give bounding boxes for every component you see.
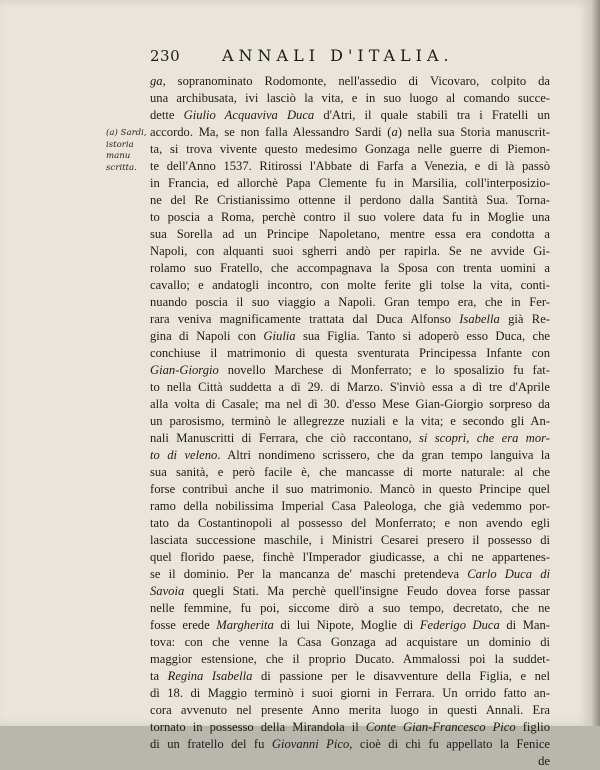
text-segment: sua sanità, e però facile è, che mancasse di morte naturale: al che bbox=[150, 465, 550, 479]
text-line bbox=[150, 328, 550, 345]
text-line bbox=[150, 668, 550, 685]
text-line bbox=[150, 634, 550, 651]
text-line bbox=[150, 243, 550, 260]
text-segment: quel florido paese, finchè l'Imperador giudicasse, a chi ne appartenes- bbox=[150, 550, 550, 564]
text-segment: di Man- bbox=[499, 618, 550, 632]
text-line bbox=[150, 515, 550, 532]
margin-note-line: (a) Sardi, bbox=[106, 128, 147, 138]
text-segment: quegli Stati. Ma perchè quell'insigne Feudo dovea forse passar bbox=[184, 584, 550, 598]
margin-note bbox=[106, 128, 154, 174]
text-segment: ramo della nobilissima Imperial Casa Paleologa, che già vedemmo por- bbox=[150, 499, 550, 513]
text-line bbox=[150, 702, 550, 719]
text-segment: to poscia a Roma, perchè contro il suo volere data fu in Moglie una bbox=[150, 210, 550, 224]
text-segment: nelle femmine, fu poi, siccome dirò a suo tempo, decretato, che ne bbox=[150, 601, 550, 615]
text-segment: ta, si trova vivente questo medesimo Gonzaga nelle guerre di Piemon- bbox=[150, 142, 550, 156]
text-segment: alla volta di Casale; ma nel dì 30. d'esso Mese Gian-Giorgio sorpreso da bbox=[150, 397, 550, 411]
text-segment: Napoli, con alquanti suoi sgherri andò per rapirla. Se ne avvide Gi- bbox=[150, 244, 550, 258]
text-segment: maggior estensione, che il proprio Ducato. Ammalossi poi la suddet- bbox=[150, 652, 550, 666]
text-segment: d'Atri, il quale stabilì tra i Fratelli un bbox=[314, 108, 550, 122]
italic-text: Federigo Duca bbox=[419, 618, 500, 632]
text-line bbox=[150, 600, 550, 617]
text-line bbox=[150, 413, 550, 430]
page-edge-shadow bbox=[592, 0, 600, 726]
text-segment: gina di Napoli con bbox=[150, 329, 264, 343]
text-line bbox=[150, 124, 550, 141]
text-line bbox=[150, 651, 550, 668]
text-segment: sua Figlia. Tanto si adoperò esso Duca, che bbox=[295, 329, 550, 343]
page-header bbox=[150, 47, 550, 67]
text-segment: nali Manuscritti di Ferrara, che ciò raccontano, bbox=[150, 431, 420, 445]
text-segment: ) nella sua Storia manuscrit- bbox=[397, 125, 550, 139]
text-segment: già Re- bbox=[499, 312, 550, 326]
text-line bbox=[150, 192, 550, 209]
text-segment: accordo. Ma, se non falla Alessandro Sardi ( bbox=[150, 125, 392, 139]
text-segment: forse contribuì anche il suo matrimonio. Mancò in questo Principe quel bbox=[150, 482, 550, 496]
margin-note-line: istoria manu bbox=[106, 139, 134, 161]
text-line bbox=[150, 583, 550, 600]
italic-text: Giovanni Pico bbox=[271, 737, 350, 751]
text-segment: ne del Re Cristianissimo ottenne il perdono dalla Santità Sua. Torna- bbox=[150, 193, 550, 207]
text-segment: in Francia, ed allorchè Papa Clemente fu in Marsilia, coll'interposizio- bbox=[150, 176, 550, 190]
text-line bbox=[150, 396, 550, 413]
text-segment: tornato in possesso della Mirandola il bbox=[150, 720, 366, 734]
text-segment: . Altri nondimeno scrissero, che da gran tempo languiva la bbox=[217, 448, 550, 462]
text-segment: fosse erede bbox=[150, 618, 217, 632]
text-segment: se il dominio. Per la mancanza de' maschi pretendeva bbox=[150, 567, 468, 581]
text-segment: dette bbox=[150, 108, 184, 122]
text-line bbox=[150, 311, 550, 328]
text-segment: un parosismo, terminò le allegrezze nuziali e la vita; e secondo gli An- bbox=[150, 414, 550, 428]
italic-text: Giulia bbox=[263, 329, 296, 343]
text-segment: tato da Costantinopoli al possesso del Monferrato; e non avendo egli bbox=[150, 516, 550, 530]
text-line bbox=[150, 498, 550, 515]
text-segment: dì 18. di Maggio terminò i suoi giorni in Ferrara. Un orrido fatto an- bbox=[150, 686, 550, 700]
text-line bbox=[150, 549, 550, 566]
italic-text: Regina Isabella bbox=[167, 669, 253, 683]
text-segment: te dell'Anno 1537. Ritirossi l'Abbate di Farfa a Venezia, e di là passò bbox=[150, 159, 550, 173]
text-line bbox=[150, 464, 550, 481]
text-line bbox=[150, 617, 550, 634]
text-line bbox=[150, 719, 550, 736]
text-line bbox=[150, 685, 550, 702]
italic-text: a bbox=[391, 125, 398, 139]
text-segment: ta bbox=[150, 669, 168, 683]
text-line bbox=[150, 226, 550, 243]
italic-text: Carlo Duca di bbox=[467, 567, 550, 581]
text-segment: , sopranominato Rodomonte, nell'assedio di Vicovaro, colpito da bbox=[162, 74, 550, 88]
text-segment: lasciata successione maschile, i Ministri Cesarei presero il possesso di bbox=[150, 533, 550, 547]
text-segment: di passione per le disavventure della Figlia, e nel bbox=[252, 669, 550, 683]
text-line bbox=[150, 430, 550, 447]
text-line bbox=[150, 107, 550, 124]
italic-text: Conte Gian-Francesco Pico bbox=[365, 720, 516, 734]
text-segment: novello Marchese di Monferrato; e lo sposalizio fu fat- bbox=[218, 363, 550, 377]
text-line bbox=[150, 481, 550, 498]
text-line bbox=[150, 379, 550, 396]
text-line bbox=[150, 447, 550, 464]
text-line bbox=[150, 260, 550, 277]
text-line bbox=[150, 753, 550, 770]
text-segment: rolamo suo Fratello, che accompagnava la Sposa con trenta uomini a bbox=[150, 261, 550, 275]
text-line bbox=[150, 73, 550, 90]
italic-text: Gian-Giorgio bbox=[150, 363, 219, 377]
text-segment: de bbox=[538, 754, 550, 768]
italic-text: si scoprì, che era mor- bbox=[419, 431, 550, 445]
text-line bbox=[150, 141, 550, 158]
text-line bbox=[150, 532, 550, 549]
body-text bbox=[150, 73, 550, 770]
text-segment: tova: con che venne la Casa Gonzaga ad acquistare un dominio di bbox=[150, 635, 550, 649]
text-line bbox=[150, 736, 550, 753]
text-line bbox=[150, 277, 550, 294]
italic-text: Savoia bbox=[150, 584, 185, 598]
page-number: 230 bbox=[150, 47, 181, 65]
italic-text: Isabella bbox=[459, 312, 500, 326]
text-segment: di lui Nipote, Moglie di bbox=[273, 618, 420, 632]
text-line bbox=[150, 345, 550, 362]
text-line bbox=[150, 158, 550, 175]
text-segment: figlio bbox=[515, 720, 550, 734]
text-line bbox=[150, 175, 550, 192]
text-segment: conchiuse il matrimonio di questa sventurata Principessa Infante con bbox=[150, 346, 550, 360]
text-segment: di un fratello del fu bbox=[150, 737, 272, 751]
text-line bbox=[150, 209, 550, 226]
text-segment: rara veniva magnificamente trattata dal Duca Alfonso bbox=[150, 312, 460, 326]
text-segment: sua Sorella ad un Principe Napoletano, mentre essa era condotta a bbox=[150, 227, 550, 241]
text-segment: , cioè di chi fu appellato la Fenice bbox=[349, 737, 550, 751]
italic-text: ga bbox=[150, 74, 163, 88]
italic-text: Margherita bbox=[216, 618, 274, 632]
text-segment: una archibusata, ivi lasciò la vita, e in suo luogo al comando succe- bbox=[150, 91, 550, 105]
text-line bbox=[150, 362, 550, 379]
text-line bbox=[150, 294, 550, 311]
text-segment: cavallo; e andatogli incontro, con molte ferite gli tolse la vita, conti- bbox=[150, 278, 550, 292]
text-segment: nuando poscia il suo viaggio a Napoli. Gran tempo era, che in Fer- bbox=[150, 295, 550, 309]
italic-text: to di veleno bbox=[150, 448, 218, 462]
text-segment: to nella Città suddetta a dì 29. di Marzo. S'inviò essa a dì tre d'Aprile bbox=[150, 380, 550, 394]
margin-note-line: scritta. bbox=[106, 162, 137, 173]
text-segment: cora avvenuto nel presente Anno merita luogo in questi Annali. Era bbox=[150, 703, 550, 717]
text-line bbox=[150, 90, 550, 107]
text-line bbox=[150, 566, 550, 583]
italic-text: Giulio Acquaviva Duca bbox=[183, 108, 315, 122]
running-title: ANNALI D'ITALIA. bbox=[222, 46, 454, 65]
